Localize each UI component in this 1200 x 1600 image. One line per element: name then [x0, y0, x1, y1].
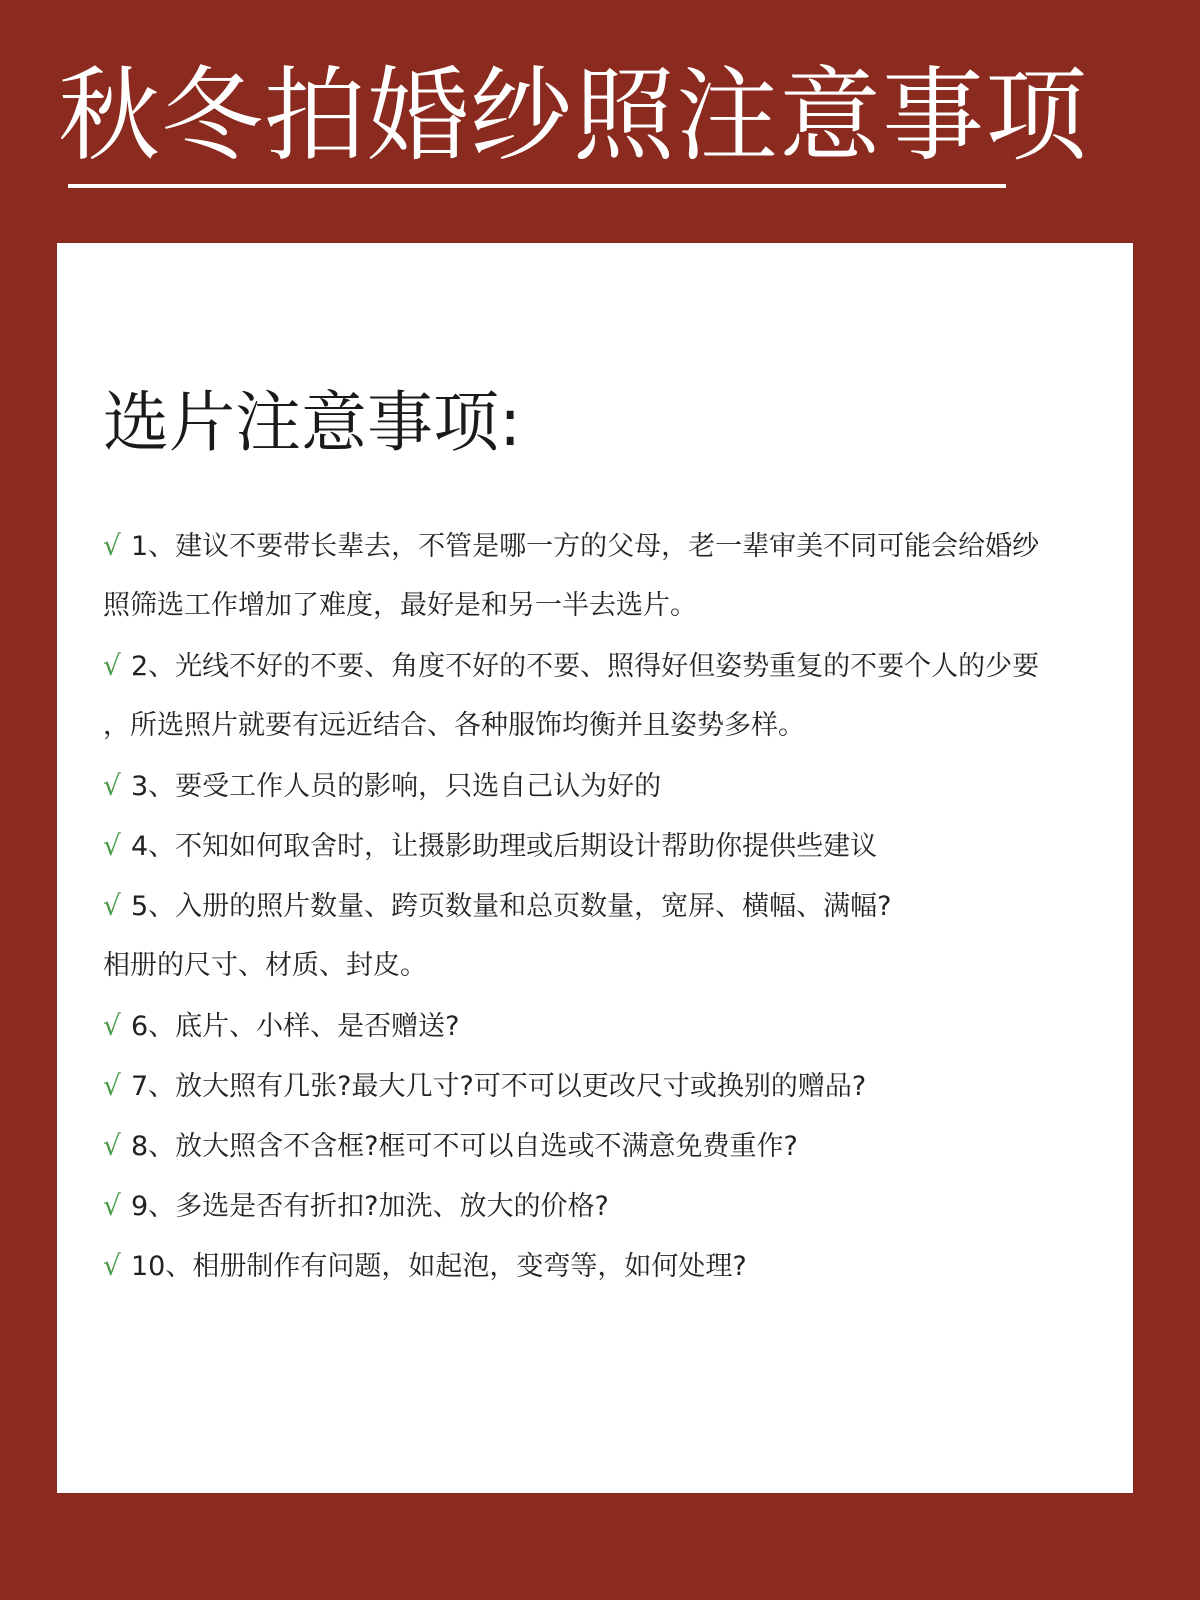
item-text: 6、底片、小样、是否赠送? — [131, 1011, 460, 1042]
tips-list — [103, 516, 1113, 1296]
check-mark-icon: √ — [103, 1069, 121, 1102]
item-line — [103, 696, 1113, 756]
list-item — [103, 516, 1113, 636]
title-underline — [68, 184, 1006, 188]
item-line — [103, 936, 1113, 996]
item-line — [103, 876, 1113, 936]
item-text: 10、相册制作有问题，如起泡，变弯等，如何处理? — [131, 1251, 747, 1282]
check-mark-icon: √ — [103, 529, 121, 562]
item-text: 9、多选是否有折扣?加洗、放大的价格? — [131, 1191, 609, 1222]
list-item — [103, 876, 1113, 996]
item-text: 4、不知如何取舍时，让摄影助理或后期设计帮助你提供些建议 — [131, 831, 878, 862]
item-text: 8、放大照含不含框?框可不可以自选或不满意免费重作? — [131, 1131, 798, 1162]
list-item — [103, 1116, 1113, 1176]
check-mark-icon: √ — [103, 829, 121, 862]
item-text: 相册的尺寸、材质、封皮。 — [103, 950, 427, 981]
item-line — [103, 636, 1113, 696]
item-line — [103, 1116, 1113, 1176]
check-mark-icon: √ — [103, 889, 121, 922]
item-text: 7、放大照有几张?最大几寸?可不可以更改尺寸或换别的赠品? — [131, 1071, 867, 1102]
content-card — [57, 243, 1133, 1493]
item-line — [103, 756, 1113, 816]
item-text: 1、建议不要带长辈去，不管是哪一方的父母，老一辈审美不同可能会给婚纱 — [131, 531, 1040, 562]
list-item — [103, 1056, 1113, 1116]
list-item — [103, 636, 1113, 756]
item-line — [103, 1176, 1113, 1236]
check-mark-icon: √ — [103, 649, 121, 682]
check-mark-icon: √ — [103, 1189, 121, 1222]
page-title: 秋冬拍婚纱照注意事项 — [58, 57, 1088, 176]
item-line — [103, 1056, 1113, 1116]
check-mark-icon: √ — [103, 1129, 121, 1162]
item-line — [103, 996, 1113, 1056]
list-item — [103, 996, 1113, 1056]
item-text: 照筛选工作增加了难度，最好是和另一半去选片。 — [103, 590, 697, 621]
section-heading: 选片注意事项: — [103, 384, 522, 461]
check-mark-icon: √ — [103, 769, 121, 802]
item-text: 2、光线不好的不要、角度不好的不要、照得好但姿势重复的不要个人的少要 — [131, 651, 1040, 682]
item-line — [103, 1236, 1113, 1296]
check-mark-icon: √ — [103, 1249, 121, 1282]
list-item — [103, 756, 1113, 816]
item-text: 3、要受工作人员的影响，只选自己认为好的 — [131, 771, 662, 802]
list-item — [103, 1176, 1113, 1236]
check-mark-icon: √ — [103, 1009, 121, 1042]
list-item — [103, 816, 1113, 876]
item-line — [103, 816, 1113, 876]
list-item — [103, 1236, 1113, 1296]
item-text: ，所选照片就要有远近结合、各种服饰均衡并且姿势多样。 — [103, 710, 805, 741]
item-text: 5、入册的照片数量、跨页数量和总页数量，宽屏、横幅、满幅? — [131, 891, 892, 922]
item-line — [103, 576, 1113, 636]
item-line — [103, 516, 1113, 576]
